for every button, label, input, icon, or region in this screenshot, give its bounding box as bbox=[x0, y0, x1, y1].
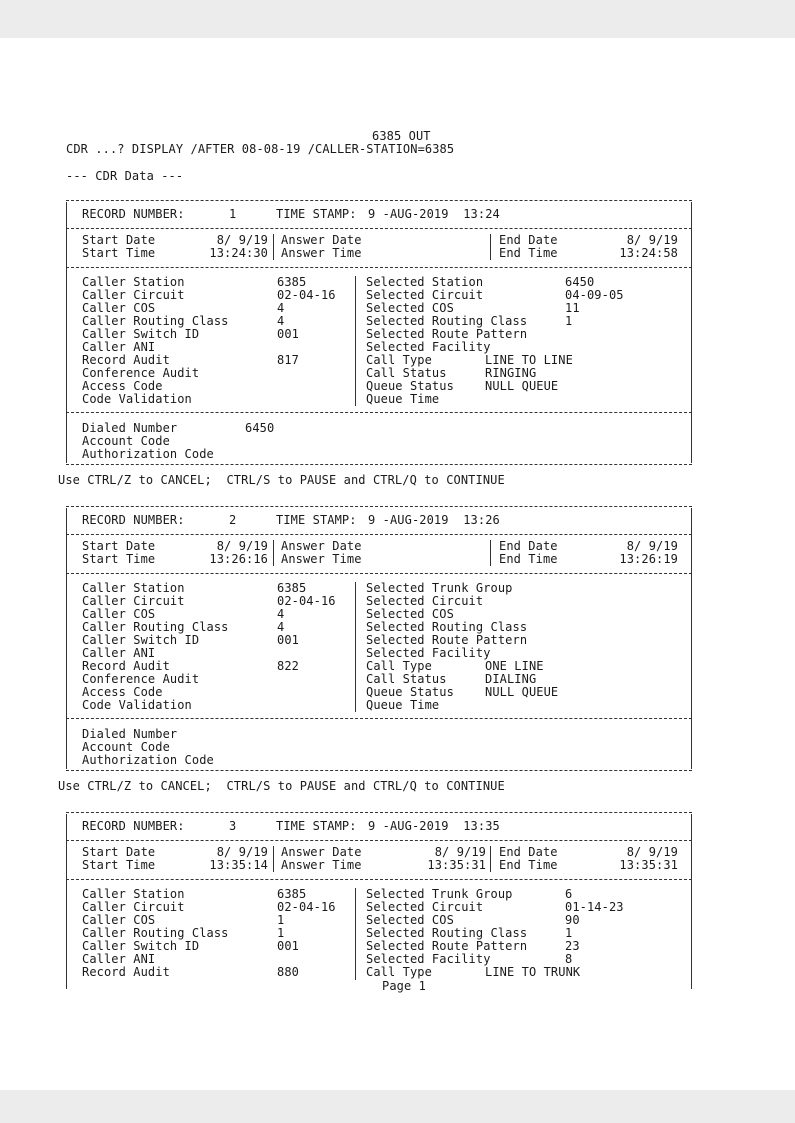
selected-routing-class-label: Selected Routing Class bbox=[366, 926, 528, 940]
caller-switch-id: 001 bbox=[277, 633, 299, 647]
end-date-label: End Date bbox=[499, 539, 558, 553]
dialed-number-label: Dialed Number bbox=[82, 727, 178, 741]
call-type: ONE LINE bbox=[485, 659, 544, 673]
call-type-label: Call Type bbox=[366, 965, 432, 979]
time-stamp: 9 -AUG-2019 13:35 bbox=[368, 819, 500, 833]
start-time-label: Start Time bbox=[82, 552, 156, 566]
caller-routing-class-label: Caller Routing Class bbox=[82, 314, 229, 328]
start-date-label: Start Date bbox=[82, 539, 156, 553]
selected-station: 6450 bbox=[565, 275, 595, 289]
start-time: 13:26:16 bbox=[209, 552, 268, 566]
start-date: 8/ 9/19 bbox=[216, 233, 268, 247]
start-date: 8/ 9/19 bbox=[216, 539, 268, 553]
queue-status: NULL QUEUE bbox=[485, 685, 559, 699]
caller-cos-label: Caller COS bbox=[82, 301, 156, 315]
record-number-label: RECORD NUMBER: bbox=[82, 513, 185, 527]
selected-route-pattern: 23 bbox=[565, 939, 580, 953]
caller-cos: 4 bbox=[277, 301, 285, 315]
record-audit-label: Record Audit bbox=[82, 659, 170, 673]
caller-circuit-label: Caller Circuit bbox=[82, 288, 185, 302]
record-number-label: RECORD NUMBER: bbox=[82, 819, 185, 833]
call-type: LINE TO TRUNK bbox=[485, 965, 581, 979]
selected-routing-class: 1 bbox=[565, 314, 573, 328]
end-time-label: End Time bbox=[499, 552, 558, 566]
section-heading: --- CDR Data --- bbox=[66, 169, 184, 183]
start-date-label: Start Date bbox=[82, 845, 156, 859]
answer-date-label: Answer Date bbox=[281, 233, 362, 247]
time-stamp-label: TIME STAMP: bbox=[276, 207, 357, 221]
selected-station-label: Selected Station bbox=[366, 275, 484, 289]
selected-circuit-label: Selected Circuit bbox=[366, 594, 484, 608]
call-status-label: Call Status bbox=[366, 672, 447, 686]
selected-facility-label: Selected Facility bbox=[366, 952, 491, 966]
caller-station: 6385 bbox=[277, 275, 307, 289]
selected-cos: 11 bbox=[565, 301, 580, 315]
account-code-label: Account Code bbox=[82, 434, 170, 448]
call-status: RINGING bbox=[485, 366, 537, 380]
start-date-label: Start Date bbox=[82, 233, 156, 247]
caller-station: 6385 bbox=[277, 887, 307, 901]
time-stamp-label: TIME STAMP: bbox=[276, 513, 357, 527]
record-audit: 817 bbox=[277, 353, 299, 367]
selected-route-pattern-label: Selected Route Pattern bbox=[366, 327, 528, 341]
selected-cos: 90 bbox=[565, 913, 580, 927]
end-date-label: End Date bbox=[499, 233, 558, 247]
scan-bottom-band bbox=[0, 1090, 795, 1123]
call-type-label: Call Type bbox=[366, 659, 432, 673]
caller-switch-id: 001 bbox=[277, 327, 299, 341]
end-time: 13:35:31 bbox=[619, 858, 678, 872]
record-audit: 880 bbox=[277, 965, 299, 979]
start-time-label: Start Time bbox=[82, 246, 156, 260]
selected-cos-label: Selected COS bbox=[366, 913, 454, 927]
caller-cos: 1 bbox=[277, 913, 285, 927]
selected-circuit-label: Selected Circuit bbox=[366, 288, 484, 302]
selected-routing-class: 1 bbox=[565, 926, 573, 940]
start-time: 13:24:30 bbox=[209, 246, 268, 260]
code-validation-label: Code Validation bbox=[82, 392, 192, 406]
page-number: Page 1 bbox=[382, 979, 426, 993]
start-date: 8/ 9/19 bbox=[216, 845, 268, 859]
caller-circuit: 02-04-16 bbox=[277, 900, 336, 914]
answer-time: 13:35:31 bbox=[427, 858, 486, 872]
caller-circuit-label: Caller Circuit bbox=[82, 900, 185, 914]
time-stamp-label: TIME STAMP: bbox=[276, 819, 357, 833]
selected-route-pattern-label: Selected Route Pattern bbox=[366, 939, 528, 953]
queue-time-label: Queue Time bbox=[366, 698, 440, 712]
end-date: 8/ 9/19 bbox=[626, 539, 678, 553]
selected-facility-label: Selected Facility bbox=[366, 340, 491, 354]
conference-audit-label: Conference Audit bbox=[82, 366, 200, 380]
end-time: 13:26:19 bbox=[619, 552, 678, 566]
answer-time-label: Answer Time bbox=[281, 552, 362, 566]
record-audit-label: Record Audit bbox=[82, 965, 170, 979]
time-stamp: 9 -AUG-2019 13:26 bbox=[368, 513, 500, 527]
end-time-label: End Time bbox=[499, 246, 558, 260]
selected-routing-class-label: Selected Routing Class bbox=[366, 314, 528, 328]
queue-time-label: Queue Time bbox=[366, 392, 440, 406]
access-code-label: Access Code bbox=[82, 379, 163, 393]
selected-circuit: 04-09-05 bbox=[565, 288, 624, 302]
queue-status-label: Queue Status bbox=[366, 379, 454, 393]
queue-status: NULL QUEUE bbox=[485, 379, 559, 393]
record-audit-label: Record Audit bbox=[82, 353, 170, 367]
code-validation-label: Code Validation bbox=[82, 698, 192, 712]
selected-cos-label: Selected COS bbox=[366, 301, 454, 315]
caller-routing-class: 4 bbox=[277, 314, 285, 328]
answer-time-label: Answer Time bbox=[281, 858, 362, 872]
caller-ani-label: Caller ANI bbox=[82, 646, 156, 660]
selected-circuit: 01-14-23 bbox=[565, 900, 624, 914]
answer-date: 8/ 9/19 bbox=[434, 845, 486, 859]
caller-cos-label: Caller COS bbox=[82, 607, 156, 621]
selected-facility: 8 bbox=[565, 952, 573, 966]
end-time: 13:24:58 bbox=[619, 246, 678, 260]
end-date: 8/ 9/19 bbox=[626, 233, 678, 247]
record-number: 1 bbox=[229, 207, 237, 221]
caller-ani-label: Caller ANI bbox=[82, 340, 156, 354]
start-time-label: Start Time bbox=[82, 858, 156, 872]
end-time-label: End Time bbox=[499, 858, 558, 872]
selected-trunk-group-label: Selected Trunk Group bbox=[366, 887, 513, 901]
record-number-label: RECORD NUMBER: bbox=[82, 207, 185, 221]
call-status: DIALING bbox=[485, 672, 537, 686]
queue-status-label: Queue Status bbox=[366, 685, 454, 699]
selected-circuit-label: Selected Circuit bbox=[366, 900, 484, 914]
call-type: LINE TO LINE bbox=[485, 353, 573, 367]
selected-cos-label: Selected COS bbox=[366, 607, 454, 621]
call-status-label: Call Status bbox=[366, 366, 447, 380]
dialed-number-label: Dialed Number bbox=[82, 421, 178, 435]
caller-station-label: Caller Station bbox=[82, 581, 185, 595]
scan-top-band bbox=[0, 0, 795, 38]
time-stamp: 9 -AUG-2019 13:24 bbox=[368, 207, 500, 221]
caller-routing-class-label: Caller Routing Class bbox=[82, 620, 229, 634]
answer-date-label: Answer Date bbox=[281, 845, 362, 859]
selected-route-pattern-label: Selected Route Pattern bbox=[366, 633, 528, 647]
caller-station-label: Caller Station bbox=[82, 887, 185, 901]
caller-switch-id: 001 bbox=[277, 939, 299, 953]
caller-ani-label: Caller ANI bbox=[82, 952, 156, 966]
authorization-code-label: Authorization Code bbox=[82, 753, 214, 767]
selected-facility-label: Selected Facility bbox=[366, 646, 491, 660]
selected-trunk-group-label: Selected Trunk Group bbox=[366, 581, 513, 595]
caller-station-label: Caller Station bbox=[82, 275, 185, 289]
answer-date-label: Answer Date bbox=[281, 539, 362, 553]
selected-routing-class-label: Selected Routing Class bbox=[366, 620, 528, 634]
access-code-label: Access Code bbox=[82, 685, 163, 699]
caller-circuit-label: Caller Circuit bbox=[82, 594, 185, 608]
caller-circuit: 02-04-16 bbox=[277, 288, 336, 302]
conference-audit-label: Conference Audit bbox=[82, 672, 200, 686]
account-code-label: Account Code bbox=[82, 740, 170, 754]
report-title: 6385 OUT bbox=[372, 129, 431, 143]
record-audit: 822 bbox=[277, 659, 299, 673]
authorization-code-label: Authorization Code bbox=[82, 447, 214, 461]
end-date-label: End Date bbox=[499, 845, 558, 859]
caller-routing-class-label: Caller Routing Class bbox=[82, 926, 229, 940]
caller-switch-id-label: Caller Switch ID bbox=[82, 633, 200, 647]
record-number: 3 bbox=[229, 819, 237, 833]
dialed-number: 6450 bbox=[245, 421, 275, 435]
call-type-label: Call Type bbox=[366, 353, 432, 367]
caller-switch-id-label: Caller Switch ID bbox=[82, 327, 200, 341]
caller-circuit: 02-04-16 bbox=[277, 594, 336, 608]
end-date: 8/ 9/19 bbox=[626, 845, 678, 859]
control-hint-1: Use CTRL/Z to CANCEL; CTRL/S to PAUSE and CTRL/Q to CONTINUE bbox=[58, 473, 505, 487]
caller-cos-label: Caller COS bbox=[82, 913, 156, 927]
caller-station: 6385 bbox=[277, 581, 307, 595]
record-number: 2 bbox=[229, 513, 237, 527]
command-line: CDR ...? DISPLAY /AFTER 08-08-19 /CALLER-STATION=6385 bbox=[66, 142, 455, 156]
control-hint-2: Use CTRL/Z to CANCEL; CTRL/S to PAUSE and CTRL/Q to CONTINUE bbox=[58, 779, 505, 793]
caller-routing-class: 1 bbox=[277, 926, 285, 940]
caller-routing-class: 4 bbox=[277, 620, 285, 634]
caller-switch-id-label: Caller Switch ID bbox=[82, 939, 200, 953]
start-time: 13:35:14 bbox=[209, 858, 268, 872]
caller-cos: 4 bbox=[277, 607, 285, 621]
answer-time-label: Answer Time bbox=[281, 246, 362, 260]
selected-trunk-group: 6 bbox=[565, 887, 573, 901]
